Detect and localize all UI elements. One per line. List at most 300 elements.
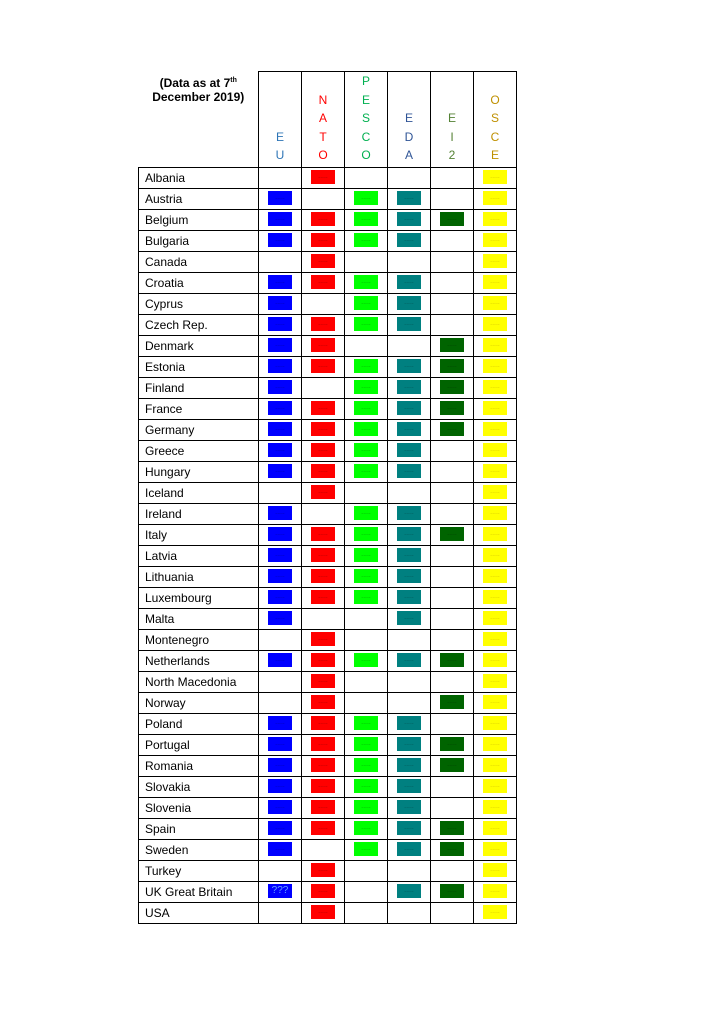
table-row <box>139 314 517 335</box>
membership-cell-nato <box>302 818 345 839</box>
membership-marker-nato: ..... <box>311 527 335 541</box>
membership-marker-eu: ??? <box>268 884 292 898</box>
membership-cell-pesco <box>345 713 388 734</box>
membership-cell-eda <box>388 587 431 608</box>
membership-marker-nato: ..... <box>311 800 335 814</box>
membership-marker-osce: ..... <box>483 779 507 793</box>
membership-cell-eu <box>259 377 302 398</box>
header-row <box>139 72 517 168</box>
membership-marker-osce: ..... <box>483 800 507 814</box>
membership-cell-eda <box>388 650 431 671</box>
membership-marker-osce: ..... <box>483 737 507 751</box>
membership-cell-osce <box>474 440 517 461</box>
membership-marker-osce: ..... <box>483 359 507 373</box>
membership-marker-osce: ..... <box>483 170 507 184</box>
country-name: Bulgaria <box>139 230 259 251</box>
membership-marker-eu: ..... <box>268 506 292 520</box>
membership-cell-ei2 <box>431 713 474 734</box>
membership-cell-pesco <box>345 881 388 902</box>
membership-cell-pesco <box>345 482 388 503</box>
membership-marker-osce: ..... <box>483 569 507 583</box>
membership-marker-eu: ..... <box>268 422 292 436</box>
membership-cell-ei2 <box>431 818 474 839</box>
membership-marker-osce: ..... <box>483 674 507 688</box>
membership-cell-eu <box>259 776 302 797</box>
membership-marker-ei2: ..... <box>440 884 464 898</box>
table-row <box>139 755 517 776</box>
membership-marker-eda: ..... <box>397 884 421 898</box>
country-name: Cyprus <box>139 293 259 314</box>
membership-marker-osce: ..... <box>483 443 507 457</box>
membership-cell-nato <box>302 692 345 713</box>
membership-marker-eda: ..... <box>397 779 421 793</box>
membership-cell-nato <box>302 545 345 566</box>
membership-cell-ei2 <box>431 881 474 902</box>
membership-cell-pesco <box>345 398 388 419</box>
membership-cell-eu <box>259 566 302 587</box>
membership-cell-eu <box>259 272 302 293</box>
membership-cell-eu <box>259 251 302 272</box>
membership-marker-eda: ..... <box>397 821 421 835</box>
membership-marker-pesco: ..... <box>354 380 378 394</box>
membership-marker-eu: ..... <box>268 359 292 373</box>
membership-marker-nato: ..... <box>311 170 335 184</box>
country-name: Latvia <box>139 545 259 566</box>
membership-marker-osce: ..... <box>483 632 507 646</box>
country-name: Malta <box>139 608 259 629</box>
membership-marker-osce: ..... <box>483 212 507 226</box>
membership-marker-osce: ..... <box>483 548 507 562</box>
table-row <box>139 734 517 755</box>
table-row <box>139 419 517 440</box>
membership-marker-eda: ..... <box>397 275 421 289</box>
membership-cell-eda <box>388 251 431 272</box>
column-header-letter: O <box>490 92 500 107</box>
country-name: Norway <box>139 692 259 713</box>
membership-cell-eda <box>388 881 431 902</box>
membership-cell-nato <box>302 734 345 755</box>
membership-cell-ei2 <box>431 776 474 797</box>
membership-marker-osce: ..... <box>483 296 507 310</box>
membership-cell-nato <box>302 335 345 356</box>
membership-marker-pesco: ..... <box>354 758 378 772</box>
membership-cell-nato <box>302 902 345 923</box>
membership-marker-pesco: ..... <box>354 191 378 205</box>
table-row <box>139 503 517 524</box>
membership-cell-nato <box>302 713 345 734</box>
table-row <box>139 671 517 692</box>
membership-cell-ei2 <box>431 671 474 692</box>
membership-cell-eda <box>388 629 431 650</box>
membership-cell-nato <box>302 461 345 482</box>
country-name: Croatia <box>139 272 259 293</box>
membership-marker-osce: ..... <box>483 401 507 415</box>
membership-marker-nato: ..... <box>311 758 335 772</box>
membership-marker-pesco: ..... <box>354 464 378 478</box>
column-header-letter: C <box>490 129 500 144</box>
column-header-letter: C <box>361 129 371 144</box>
membership-cell-ei2 <box>431 167 474 188</box>
table-body <box>139 167 517 923</box>
membership-cell-eda <box>388 566 431 587</box>
membership-marker-eda: ..... <box>397 548 421 562</box>
membership-marker-eu: ..... <box>268 611 292 625</box>
membership-marker-nato: ..... <box>311 569 335 583</box>
table-row <box>139 272 517 293</box>
membership-cell-pesco <box>345 566 388 587</box>
table-row <box>139 629 517 650</box>
membership-marker-nato: ..... <box>311 590 335 604</box>
country-name: Austria <box>139 188 259 209</box>
membership-cell-ei2 <box>431 335 474 356</box>
table-row <box>139 377 517 398</box>
membership-cell-pesco <box>345 251 388 272</box>
membership-cell-ei2 <box>431 692 474 713</box>
membership-marker-eu: ..... <box>268 296 292 310</box>
membership-cell-osce <box>474 356 517 377</box>
membership-marker-pesco: ..... <box>354 401 378 415</box>
membership-cell-eu <box>259 713 302 734</box>
membership-cell-osce <box>474 335 517 356</box>
membership-cell-pesco <box>345 671 388 692</box>
membership-marker-eda: ..... <box>397 737 421 751</box>
membership-cell-osce <box>474 503 517 524</box>
membership-cell-ei2 <box>431 734 474 755</box>
country-name: North Macedonia <box>139 671 259 692</box>
membership-cell-pesco <box>345 356 388 377</box>
membership-marker-pesco: ..... <box>354 422 378 436</box>
membership-marker-eu: ..... <box>268 800 292 814</box>
membership-cell-eu <box>259 671 302 692</box>
membership-cell-eu <box>259 209 302 230</box>
column-header-eda <box>388 72 431 168</box>
membership-cell-osce <box>474 566 517 587</box>
membership-marker-nato: ..... <box>311 632 335 646</box>
membership-cell-eda <box>388 776 431 797</box>
membership-cell-pesco <box>345 272 388 293</box>
membership-marker-eu: ..... <box>268 527 292 541</box>
membership-cell-pesco <box>345 524 388 545</box>
table-row <box>139 713 517 734</box>
membership-marker-ei2: ..... <box>440 338 464 352</box>
country-name: Finland <box>139 377 259 398</box>
country-name: Romania <box>139 755 259 776</box>
membership-marker-eu: ..... <box>268 233 292 247</box>
country-name: Italy <box>139 524 259 545</box>
table-row <box>139 356 517 377</box>
membership-cell-ei2 <box>431 377 474 398</box>
membership-cell-nato <box>302 755 345 776</box>
membership-marker-pesco: ..... <box>354 821 378 835</box>
membership-marker-ei2: ..... <box>440 842 464 856</box>
membership-cell-eu <box>259 419 302 440</box>
membership-marker-osce: ..... <box>483 842 507 856</box>
membership-marker-eda: ..... <box>397 464 421 478</box>
membership-marker-osce: ..... <box>483 884 507 898</box>
membership-cell-eda <box>388 608 431 629</box>
membership-cell-eda <box>388 482 431 503</box>
table-row <box>139 566 517 587</box>
country-name: France <box>139 398 259 419</box>
membership-marker-eu: ..... <box>268 842 292 856</box>
membership-cell-eda <box>388 377 431 398</box>
membership-cell-ei2 <box>431 314 474 335</box>
membership-marker-osce: ..... <box>483 233 507 247</box>
table-row <box>139 587 517 608</box>
membership-cell-eu <box>259 167 302 188</box>
column-header-letter: 2 <box>448 148 456 162</box>
membership-cell-osce <box>474 860 517 881</box>
table-row <box>139 188 517 209</box>
membership-marker-eu: ..... <box>268 737 292 751</box>
membership-cell-nato <box>302 524 345 545</box>
membership-marker-pesco: ..... <box>354 527 378 541</box>
membership-marker-ei2: ..... <box>440 359 464 373</box>
country-name: Canada <box>139 251 259 272</box>
membership-cell-pesco <box>345 860 388 881</box>
membership-cell-pesco <box>345 629 388 650</box>
membership-marker-eda: ..... <box>397 296 421 310</box>
membership-cell-eda <box>388 188 431 209</box>
country-name: UK Great Britain <box>139 881 259 902</box>
membership-cell-pesco <box>345 209 388 230</box>
membership-marker-eda: ..... <box>397 569 421 583</box>
membership-cell-eu <box>259 314 302 335</box>
membership-cell-nato <box>302 860 345 881</box>
membership-cell-osce <box>474 524 517 545</box>
membership-marker-pesco: ..... <box>354 233 378 247</box>
membership-marker-eda: ..... <box>397 401 421 415</box>
table-row <box>139 608 517 629</box>
membership-marker-pesco: ..... <box>354 506 378 520</box>
membership-cell-eda <box>388 461 431 482</box>
membership-marker-osce: ..... <box>483 191 507 205</box>
membership-cell-nato <box>302 587 345 608</box>
membership-marker-pesco: ..... <box>354 548 378 562</box>
membership-cell-osce <box>474 314 517 335</box>
column-header-letter: A <box>404 148 413 162</box>
membership-cell-eu <box>259 650 302 671</box>
country-name: Sweden <box>139 839 259 860</box>
column-header-letter: T <box>319 129 327 144</box>
country-name: Netherlands <box>139 650 259 671</box>
membership-cell-ei2 <box>431 566 474 587</box>
membership-cell-ei2 <box>431 503 474 524</box>
table-row <box>139 230 517 251</box>
table-row <box>139 692 517 713</box>
membership-cell-eu <box>259 629 302 650</box>
membership-cell-osce <box>474 776 517 797</box>
membership-marker-pesco: ..... <box>354 800 378 814</box>
membership-marker-nato: ..... <box>311 674 335 688</box>
column-header-ei2 <box>431 72 474 168</box>
membership-marker-ei2: ..... <box>440 422 464 436</box>
membership-cell-ei2 <box>431 608 474 629</box>
membership-cell-osce <box>474 188 517 209</box>
membership-cell-pesco <box>345 419 388 440</box>
membership-cell-pesco <box>345 461 388 482</box>
membership-marker-eu: ..... <box>268 464 292 478</box>
membership-cell-ei2 <box>431 524 474 545</box>
membership-marker-nato: ..... <box>311 548 335 562</box>
membership-marker-nato: ..... <box>311 359 335 373</box>
membership-cell-nato <box>302 776 345 797</box>
country-name: Hungary <box>139 461 259 482</box>
membership-cell-eu <box>259 230 302 251</box>
membership-cell-ei2 <box>431 209 474 230</box>
membership-cell-eda <box>388 419 431 440</box>
membership-marker-pesco: ..... <box>354 212 378 226</box>
country-name: Denmark <box>139 335 259 356</box>
membership-cell-osce <box>474 713 517 734</box>
membership-cell-osce <box>474 755 517 776</box>
membership-marker-pesco: ..... <box>354 275 378 289</box>
membership-cell-osce <box>474 419 517 440</box>
membership-cell-pesco <box>345 902 388 923</box>
column-header-letter: U <box>275 148 285 162</box>
membership-cell-eda <box>388 293 431 314</box>
membership-cell-eda <box>388 272 431 293</box>
membership-marker-ei2: ..... <box>440 212 464 226</box>
membership-marker-eda: ..... <box>397 758 421 772</box>
membership-cell-eda <box>388 545 431 566</box>
membership-marker-eda: ..... <box>397 506 421 520</box>
membership-cell-ei2 <box>431 545 474 566</box>
country-name: Montenegro <box>139 629 259 650</box>
membership-cell-ei2 <box>431 461 474 482</box>
membership-marker-osce: ..... <box>483 422 507 436</box>
membership-cell-eu <box>259 881 302 902</box>
membership-cell-osce <box>474 377 517 398</box>
table-row <box>139 860 517 881</box>
membership-cell-nato <box>302 608 345 629</box>
column-header-letter: E <box>275 129 284 144</box>
membership-cell-nato <box>302 629 345 650</box>
membership-marker-eda: ..... <box>397 527 421 541</box>
membership-marker-eu: ..... <box>268 548 292 562</box>
membership-marker-pesco: ..... <box>354 779 378 793</box>
membership-marker-nato: ..... <box>311 338 335 352</box>
membership-cell-eu <box>259 188 302 209</box>
membership-cell-eu <box>259 482 302 503</box>
membership-cell-osce <box>474 482 517 503</box>
column-header-letter: I <box>450 129 454 144</box>
membership-marker-pesco: ..... <box>354 716 378 730</box>
membership-marker-ei2: ..... <box>440 758 464 772</box>
membership-cell-nato <box>302 377 345 398</box>
membership-cell-nato <box>302 209 345 230</box>
membership-cell-pesco <box>345 167 388 188</box>
membership-marker-nato: ..... <box>311 884 335 898</box>
membership-marker-osce: ..... <box>483 695 507 709</box>
membership-marker-eda: ..... <box>397 359 421 373</box>
membership-marker-ei2: ..... <box>440 695 464 709</box>
membership-marker-eda: ..... <box>397 842 421 856</box>
membership-marker-pesco: ..... <box>354 443 378 457</box>
membership-cell-eda <box>388 818 431 839</box>
membership-cell-eda <box>388 356 431 377</box>
membership-cell-nato <box>302 230 345 251</box>
membership-cell-nato <box>302 440 345 461</box>
table-row <box>139 440 517 461</box>
membership-cell-eu <box>259 461 302 482</box>
column-header-letter: S <box>490 111 499 125</box>
membership-cell-osce <box>474 209 517 230</box>
membership-marker-eu: ..... <box>268 317 292 331</box>
membership-cell-eda <box>388 734 431 755</box>
membership-marker-eda: ..... <box>397 590 421 604</box>
membership-cell-pesco <box>345 188 388 209</box>
membership-marker-osce: ..... <box>483 653 507 667</box>
membership-cell-osce <box>474 818 517 839</box>
membership-cell-nato <box>302 272 345 293</box>
membership-cell-osce <box>474 398 517 419</box>
membership-cell-pesco <box>345 797 388 818</box>
membership-marker-eu: ..... <box>268 821 292 835</box>
membership-cell-pesco <box>345 335 388 356</box>
membership-marker-eu: ..... <box>268 212 292 226</box>
membership-marker-eu: ..... <box>268 779 292 793</box>
membership-cell-pesco <box>345 776 388 797</box>
membership-cell-eda <box>388 839 431 860</box>
membership-marker-nato: ..... <box>311 779 335 793</box>
table-row <box>139 902 517 923</box>
table-row <box>139 524 517 545</box>
membership-cell-ei2 <box>431 839 474 860</box>
table-row <box>139 797 517 818</box>
membership-cell-ei2 <box>431 629 474 650</box>
membership-cell-ei2 <box>431 293 474 314</box>
membership-cell-ei2 <box>431 482 474 503</box>
membership-marker-pesco: ..... <box>354 317 378 331</box>
membership-marker-nato: ..... <box>311 401 335 415</box>
membership-cell-eu <box>259 839 302 860</box>
membership-cell-pesco <box>345 545 388 566</box>
membership-cell-eda <box>388 440 431 461</box>
column-header-letter: P <box>361 74 370 88</box>
table-row <box>139 776 517 797</box>
membership-marker-eda: ..... <box>397 653 421 667</box>
membership-cell-eu <box>259 293 302 314</box>
country-name: Iceland <box>139 482 259 503</box>
membership-marker-pesco: ..... <box>354 842 378 856</box>
membership-marker-osce: ..... <box>483 590 507 604</box>
membership-cell-eu <box>259 797 302 818</box>
membership-cell-ei2 <box>431 797 474 818</box>
membership-marker-eu: ..... <box>268 569 292 583</box>
membership-marker-ei2: ..... <box>440 527 464 541</box>
table-row <box>139 335 517 356</box>
membership-cell-osce <box>474 881 517 902</box>
membership-cell-osce <box>474 629 517 650</box>
membership-cell-osce <box>474 650 517 671</box>
membership-cell-eu <box>259 524 302 545</box>
column-header-letter: E <box>404 111 413 125</box>
membership-marker-eu: ..... <box>268 338 292 352</box>
membership-cell-eu <box>259 503 302 524</box>
column-header-osce <box>474 72 517 168</box>
membership-marker-osce: ..... <box>483 716 507 730</box>
column-header-letter: S <box>361 111 370 125</box>
membership-marker-eu: ..... <box>268 590 292 604</box>
table-row <box>139 209 517 230</box>
membership-cell-eu <box>259 335 302 356</box>
membership-marker-eu: ..... <box>268 275 292 289</box>
table-row <box>139 398 517 419</box>
country-name: Greece <box>139 440 259 461</box>
membership-cell-ei2 <box>431 440 474 461</box>
membership-cell-eda <box>388 167 431 188</box>
